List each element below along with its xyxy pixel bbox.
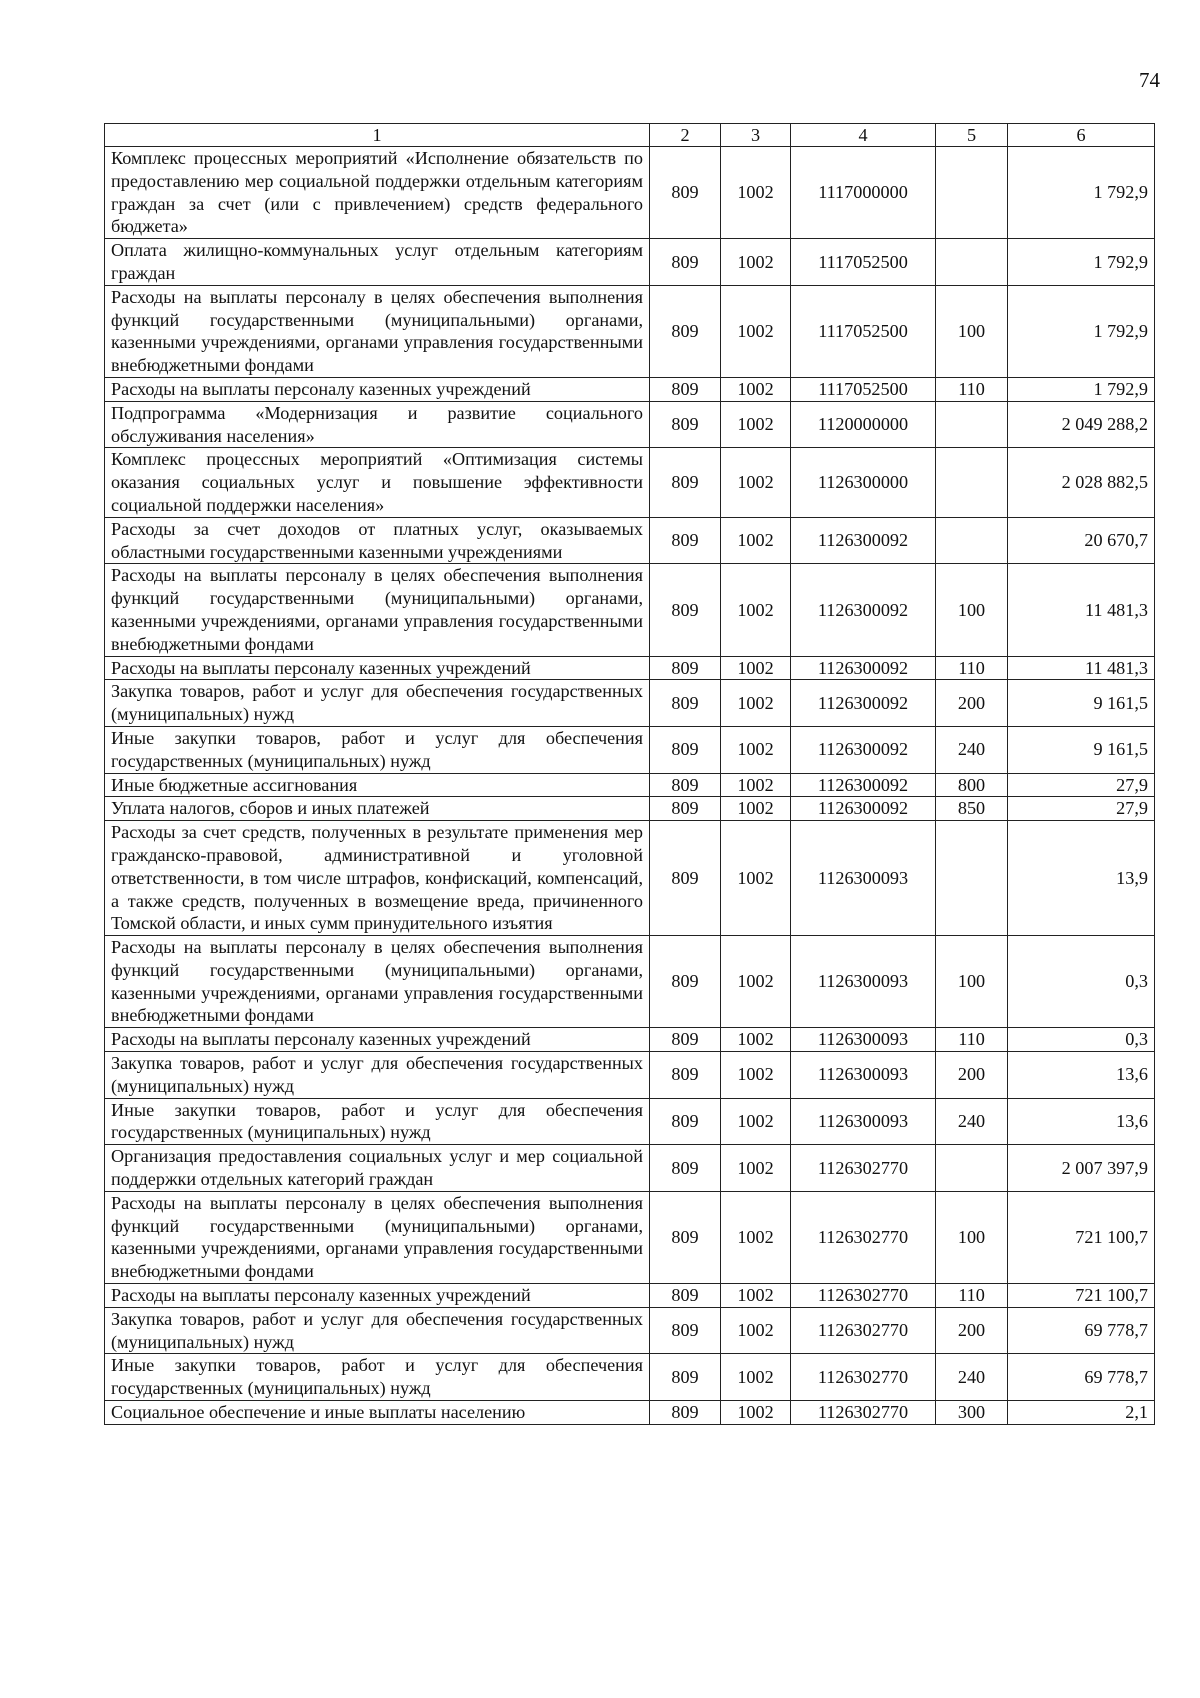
row-name-cell: Расходы на выплаты персоналу казенных учреждений <box>105 656 650 680</box>
amount-cell: 13,9 <box>1008 821 1155 936</box>
amount-cell: 13,6 <box>1008 1098 1155 1145</box>
target-article-code-cell: 1126300093 <box>791 936 936 1028</box>
section-code-cell: 1002 <box>721 517 791 564</box>
expense-type-code-cell: 300 <box>936 1401 1008 1425</box>
target-article-code-cell: 1126302770 <box>791 1145 936 1192</box>
section-code-cell: 1002 <box>721 147 791 239</box>
target-article-code-cell: 1126300092 <box>791 773 936 797</box>
org-code-cell: 809 <box>650 1028 721 1052</box>
page-number: 74 <box>1139 68 1160 92</box>
target-article-code-cell: 1126300092 <box>791 656 936 680</box>
table-row <box>105 1354 1155 1401</box>
table-row <box>105 1284 1155 1308</box>
org-code-cell: 809 <box>650 564 721 656</box>
amount-cell: 11 481,3 <box>1008 656 1155 680</box>
target-article-code-cell: 1126300092 <box>791 564 936 656</box>
section-code-cell: 1002 <box>721 1052 791 1099</box>
amount-cell: 1 792,9 <box>1008 239 1155 286</box>
amount-cell: 721 100,7 <box>1008 1191 1155 1283</box>
target-article-code-cell: 1126302770 <box>791 1401 936 1425</box>
expense-type-code-cell: 240 <box>936 1098 1008 1145</box>
table-row <box>105 656 1155 680</box>
column-header: 4 <box>791 124 936 147</box>
row-name-cell: Расходы на выплаты персоналу в целях обеспечения выполнения функций государственными (муниципальными) органами, казенными учреждениями, органами управления государственными внебюджетными фондами <box>105 936 650 1028</box>
org-code-cell: 809 <box>650 1191 721 1283</box>
expense-type-code-cell: 110 <box>936 1028 1008 1052</box>
target-article-code-cell: 1126300093 <box>791 1052 936 1099</box>
table-row <box>105 564 1155 656</box>
section-code-cell: 1002 <box>721 239 791 286</box>
org-code-cell: 809 <box>650 773 721 797</box>
section-code-cell: 1002 <box>721 1145 791 1192</box>
amount-cell: 0,3 <box>1008 936 1155 1028</box>
amount-cell: 9 161,5 <box>1008 680 1155 727</box>
expense-type-code-cell: 850 <box>936 797 1008 821</box>
row-name-cell: Расходы за счет средств, полученных в результате применения мер гражданско-правовой, административной и уголовной ответственности, в том числе штрафов, конфискаций, компенсаций, а также средств, полученных в возмещение вреда, причиненного Томской области, и иных сумм принудительного изъятия <box>105 821 650 936</box>
column-header: 6 <box>1008 124 1155 147</box>
expense-type-code-cell: 240 <box>936 1354 1008 1401</box>
org-code-cell: 809 <box>650 1284 721 1308</box>
expense-type-code-cell <box>936 1145 1008 1192</box>
expense-type-code-cell: 200 <box>936 1307 1008 1354</box>
table-row <box>105 1028 1155 1052</box>
section-code-cell: 1002 <box>721 401 791 448</box>
expense-type-code-cell: 200 <box>936 1052 1008 1099</box>
section-code-cell: 1002 <box>721 1028 791 1052</box>
table-row <box>105 797 1155 821</box>
target-article-code-cell: 1120000000 <box>791 401 936 448</box>
section-code-cell: 1002 <box>721 285 791 377</box>
section-code-cell: 1002 <box>721 448 791 517</box>
section-code-cell: 1002 <box>721 936 791 1028</box>
amount-cell: 1 792,9 <box>1008 147 1155 239</box>
org-code-cell: 809 <box>650 401 721 448</box>
amount-cell: 0,3 <box>1008 1028 1155 1052</box>
row-name-cell: Оплата жилищно-коммунальных услуг отдельным категориям граждан <box>105 239 650 286</box>
target-article-code-cell: 1126302770 <box>791 1191 936 1283</box>
section-code-cell: 1002 <box>721 1307 791 1354</box>
target-article-code-cell: 1126300092 <box>791 517 936 564</box>
table-row <box>105 1191 1155 1283</box>
org-code-cell: 809 <box>650 239 721 286</box>
column-header: 3 <box>721 124 791 147</box>
row-name-cell: Организация предоставления социальных услуг и мер социальной поддержки отдельных категорий граждан <box>105 1145 650 1192</box>
section-code-cell: 1002 <box>721 680 791 727</box>
org-code-cell: 809 <box>650 1052 721 1099</box>
amount-cell: 11 481,3 <box>1008 564 1155 656</box>
row-name-cell: Расходы на выплаты персоналу казенных учреждений <box>105 1284 650 1308</box>
target-article-code-cell: 1117000000 <box>791 147 936 239</box>
expense-type-code-cell <box>936 401 1008 448</box>
amount-cell: 2 049 288,2 <box>1008 401 1155 448</box>
org-code-cell: 809 <box>650 1098 721 1145</box>
section-code-cell: 1002 <box>721 726 791 773</box>
target-article-code-cell: 1126300092 <box>791 726 936 773</box>
org-code-cell: 809 <box>650 1401 721 1425</box>
row-name-cell: Расходы на выплаты персоналу в целях обеспечения выполнения функций государственными (муниципальными) органами, казенными учреждениями, органами управления государственными внебюджетными фондами <box>105 564 650 656</box>
org-code-cell: 809 <box>650 147 721 239</box>
table-row <box>105 1145 1155 1192</box>
target-article-code-cell: 1117052500 <box>791 239 936 286</box>
section-code-cell: 1002 <box>721 564 791 656</box>
section-code-cell: 1002 <box>721 821 791 936</box>
table-row <box>105 1401 1155 1425</box>
row-name-cell: Закупка товаров, работ и услуг для обеспечения государственных (муниципальных) нужд <box>105 1307 650 1354</box>
expense-type-code-cell: 110 <box>936 1284 1008 1308</box>
org-code-cell: 809 <box>650 448 721 517</box>
amount-cell: 20 670,7 <box>1008 517 1155 564</box>
table-row <box>105 517 1155 564</box>
target-article-code-cell: 1126300092 <box>791 797 936 821</box>
table-row <box>105 285 1155 377</box>
amount-cell: 27,9 <box>1008 797 1155 821</box>
column-header: 1 <box>105 124 650 147</box>
row-name-cell: Закупка товаров, работ и услуг для обеспечения государственных (муниципальных) нужд <box>105 1052 650 1099</box>
target-article-code-cell: 1126300093 <box>791 821 936 936</box>
table-row <box>105 401 1155 448</box>
target-article-code-cell: 1126302770 <box>791 1307 936 1354</box>
section-code-cell: 1002 <box>721 1191 791 1283</box>
org-code-cell: 809 <box>650 821 721 936</box>
expense-type-code-cell <box>936 147 1008 239</box>
org-code-cell: 809 <box>650 726 721 773</box>
expense-type-code-cell: 100 <box>936 285 1008 377</box>
target-article-code-cell: 1126300093 <box>791 1028 936 1052</box>
org-code-cell: 809 <box>650 936 721 1028</box>
target-article-code-cell: 1126302770 <box>791 1284 936 1308</box>
org-code-cell: 809 <box>650 1354 721 1401</box>
row-name-cell: Закупка товаров, работ и услуг для обеспечения государственных (муниципальных) нужд <box>105 680 650 727</box>
row-name-cell: Социальное обеспечение и иные выплаты населению <box>105 1401 650 1425</box>
section-code-cell: 1002 <box>721 1284 791 1308</box>
row-name-cell: Расходы на выплаты персоналу казенных учреждений <box>105 377 650 401</box>
org-code-cell: 809 <box>650 1145 721 1192</box>
target-article-code-cell: 1126300093 <box>791 1098 936 1145</box>
table-row <box>105 680 1155 727</box>
expense-type-code-cell: 800 <box>936 773 1008 797</box>
amount-cell: 13,6 <box>1008 1052 1155 1099</box>
row-name-cell: Уплата налогов, сборов и иных платежей <box>105 797 650 821</box>
row-name-cell: Иные закупки товаров, работ и услуг для обеспечения государственных (муниципальных) нужд <box>105 1354 650 1401</box>
section-code-cell: 1002 <box>721 773 791 797</box>
expense-type-code-cell: 100 <box>936 936 1008 1028</box>
target-article-code-cell: 1117052500 <box>791 285 936 377</box>
column-header: 5 <box>936 124 1008 147</box>
org-code-cell: 809 <box>650 797 721 821</box>
table-row <box>105 821 1155 936</box>
section-code-cell: 1002 <box>721 1354 791 1401</box>
target-article-code-cell: 1126302770 <box>791 1354 936 1401</box>
table-header <box>105 124 1155 147</box>
expense-type-code-cell: 200 <box>936 680 1008 727</box>
expense-type-code-cell <box>936 239 1008 286</box>
amount-cell: 9 161,5 <box>1008 726 1155 773</box>
amount-cell: 2,1 <box>1008 1401 1155 1425</box>
table-row <box>105 1307 1155 1354</box>
row-name-cell: Комплекс процессных мероприятий «Оптимизация системы оказания социальных услуг и повышение эффективности социальной поддержки населения» <box>105 448 650 517</box>
section-code-cell: 1002 <box>721 1401 791 1425</box>
row-name-cell: Подпрограмма «Модернизация и развитие социального обслуживания населения» <box>105 401 650 448</box>
row-name-cell: Комплекс процессных мероприятий «Исполнение обязательств по предоставлению мер социальной поддержки отдельным категориям граждан за счет (или с привлечением) средств федерального бюджета» <box>105 147 650 239</box>
expense-type-code-cell: 110 <box>936 377 1008 401</box>
section-code-cell: 1002 <box>721 656 791 680</box>
org-code-cell: 809 <box>650 285 721 377</box>
header-row <box>105 124 1155 147</box>
amount-cell: 721 100,7 <box>1008 1284 1155 1308</box>
expense-type-code-cell <box>936 821 1008 936</box>
table-row <box>105 448 1155 517</box>
row-name-cell: Расходы на выплаты персоналу в целях обеспечения выполнения функций государственными (муниципальными) органами, казенными учреждениями, органами управления государственными внебюджетными фондами <box>105 285 650 377</box>
org-code-cell: 809 <box>650 680 721 727</box>
amount-cell: 2 028 882,5 <box>1008 448 1155 517</box>
table-row <box>105 239 1155 286</box>
amount-cell: 69 778,7 <box>1008 1307 1155 1354</box>
section-code-cell: 1002 <box>721 377 791 401</box>
table-body <box>105 147 1155 1425</box>
org-code-cell: 809 <box>650 517 721 564</box>
amount-cell: 69 778,7 <box>1008 1354 1155 1401</box>
amount-cell: 1 792,9 <box>1008 377 1155 401</box>
expense-type-code-cell <box>936 448 1008 517</box>
table-row <box>105 377 1155 401</box>
row-name-cell: Иные закупки товаров, работ и услуг для обеспечения государственных (муниципальных) нужд <box>105 1098 650 1145</box>
table-row <box>105 1052 1155 1099</box>
amount-cell: 2 007 397,9 <box>1008 1145 1155 1192</box>
column-header: 2 <box>650 124 721 147</box>
table-row <box>105 773 1155 797</box>
expense-type-code-cell: 110 <box>936 656 1008 680</box>
section-code-cell: 1002 <box>721 797 791 821</box>
row-name-cell: Расходы за счет доходов от платных услуг, оказываемых областными государственными казенными учреждениями <box>105 517 650 564</box>
expense-type-code-cell: 100 <box>936 1191 1008 1283</box>
org-code-cell: 809 <box>650 656 721 680</box>
expense-type-code-cell <box>936 517 1008 564</box>
amount-cell: 1 792,9 <box>1008 285 1155 377</box>
org-code-cell: 809 <box>650 377 721 401</box>
row-name-cell: Иные бюджетные ассигнования <box>105 773 650 797</box>
section-code-cell: 1002 <box>721 1098 791 1145</box>
table-row <box>105 1098 1155 1145</box>
table-row <box>105 936 1155 1028</box>
row-name-cell: Расходы на выплаты персоналу казенных учреждений <box>105 1028 650 1052</box>
row-name-cell: Расходы на выплаты персоналу в целях обеспечения выполнения функций государственными (муниципальными) органами, казенными учреждениями, органами управления государственными внебюджетными фондами <box>105 1191 650 1283</box>
table-row <box>105 147 1155 239</box>
expense-type-code-cell: 240 <box>936 726 1008 773</box>
budget-table <box>104 123 1155 1425</box>
expense-type-code-cell: 100 <box>936 564 1008 656</box>
target-article-code-cell: 1117052500 <box>791 377 936 401</box>
row-name-cell: Иные закупки товаров, работ и услуг для обеспечения государственных (муниципальных) нужд <box>105 726 650 773</box>
amount-cell: 27,9 <box>1008 773 1155 797</box>
target-article-code-cell: 1126300092 <box>791 680 936 727</box>
org-code-cell: 809 <box>650 1307 721 1354</box>
target-article-code-cell: 1126300000 <box>791 448 936 517</box>
table-row <box>105 726 1155 773</box>
